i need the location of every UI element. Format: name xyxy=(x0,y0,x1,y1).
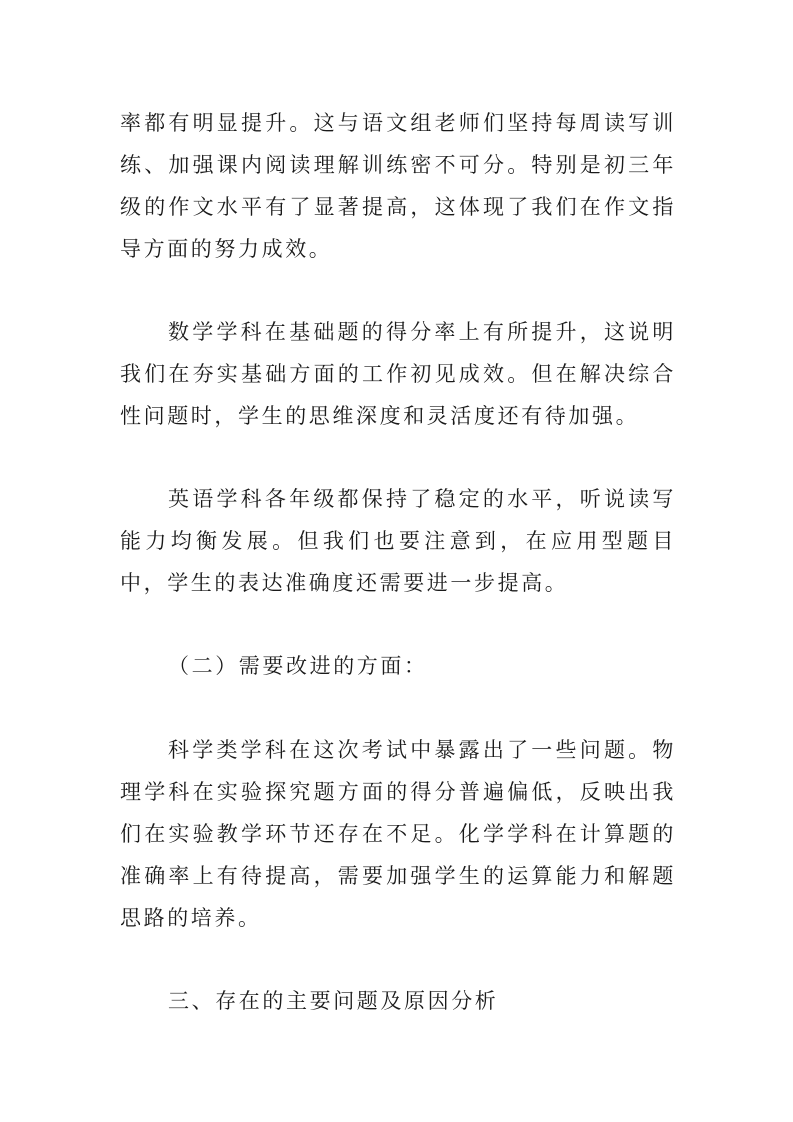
paragraph-math: 数学学科在基础题的得分率上有所提升，这说明我们在夯实基础方面的工作初见成效。但在解决综合性问题时，学生的思维深度和灵活度还有待加强。 xyxy=(120,320,676,428)
paragraph-science: 科学类学科在这次考试中暴露出了一些问题。物理学科在实验探究题方面的得分普遍偏低，反映出我们在实验教学环节还存在不足。化学学科在计算题的准确率上有待提高，需要加强学生的运算能力和解题思路的培养。 xyxy=(120,738,676,930)
section-heading-problems: 三、存在的主要问题及原因分析 xyxy=(168,989,499,1013)
paragraph-english: 英语学科各年级都保持了稳定的水平，听说读写能力均衡发展。但我们也要注意到，在应用型题目中，学生的表达准确度还需要进一步提高。 xyxy=(120,487,676,595)
section-heading-improvements: （二）需要改进的方面： xyxy=(168,654,428,678)
paragraph-continuation: 率都有明显提升。这与语文组老师们坚持每周读写训练、加强课内阅读理解训练密不可分。特别是初三年级的作文水平有了显著提高，这体现了我们在作文指导方面的努力成效。 xyxy=(120,111,676,261)
